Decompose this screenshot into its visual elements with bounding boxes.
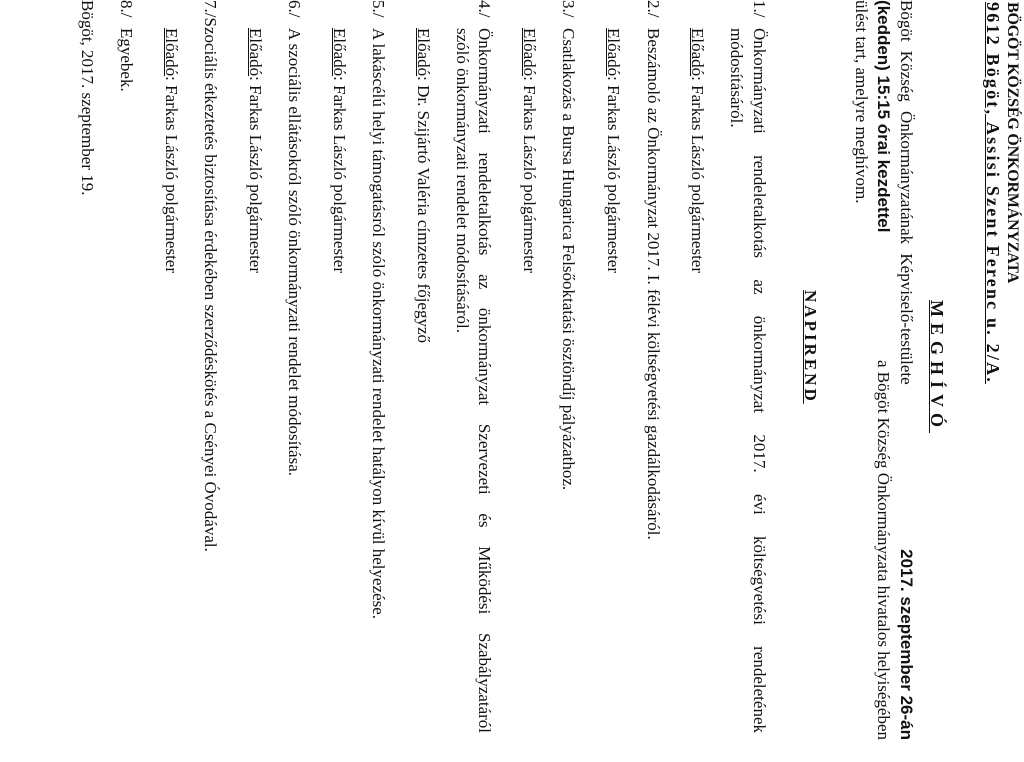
agenda-item-1: [751, 0, 768, 733]
presenter-label: Előadó: [520, 28, 539, 77]
meeting-time: (kedden) 15:15 órai kezdettel: [874, 0, 893, 233]
presenter-name: : Farkas László polgármester: [246, 76, 265, 274]
item-number: 5./: [369, 0, 388, 18]
presenter-label: Előadó: [246, 28, 265, 77]
item-text: Egyebek.: [117, 28, 136, 92]
presenter-label: Előadó: [688, 28, 707, 77]
intro-line-2: [875, 0, 892, 740]
presenter-name: : Farkas László polgármester: [688, 76, 707, 274]
item-number: 8./: [117, 0, 136, 18]
item-number: 1./: [750, 0, 769, 18]
item-number: 2./: [644, 0, 663, 18]
item-number: 4./: [475, 0, 494, 18]
agenda-item-1-cont: módosításáról.: [727, 28, 746, 128]
item-number: 6./: [285, 0, 304, 18]
agenda-title: NAPIREND: [801, 290, 820, 404]
presenter-name: : Dr. Szijártó Valéria címzetes főjegyző: [414, 76, 433, 344]
agenda-item-8: [118, 0, 135, 92]
agenda-item-3-presenter: [521, 28, 538, 273]
agenda-item-4: [476, 0, 493, 733]
place-date: Bögöt, 2017. szeptember 19.: [78, 0, 97, 196]
intro-line-1: [898, 0, 915, 740]
agenda-item-4-presenter: [415, 28, 432, 343]
agenda-item-3: [560, 0, 577, 490]
item-text: A szociális ellátásokról szóló önkormányzati rendelet módosítása.: [285, 28, 304, 477]
item-text: Önkormányzati rendeletalkotás az önkormányzat 2017. évi költségvetési rendeletének: [750, 28, 769, 733]
item-number: 3./: [559, 0, 578, 18]
intro-text-1a: Bögöt Község Önkormányzatának Képviselő-testülete: [897, 0, 916, 385]
agenda-item-6-presenter: [247, 28, 264, 273]
presenter-label: Előadó: [414, 28, 433, 77]
intro-text-2b: a Bögöt Község Önkormányzata hivatalos helyiségében: [874, 359, 893, 740]
agenda-item-7-presenter: [163, 28, 180, 273]
intro-line-3: ülést tart, amelyre meghívom.: [852, 0, 871, 204]
agenda-item-2-presenter: [605, 28, 622, 273]
agenda-item-7: [202, 0, 219, 552]
presenter-label: Előadó: [162, 28, 181, 77]
presenter-name: : Farkas László polgármester: [162, 76, 181, 274]
org-address: 9612 Bögöt, Assisi Szent Ferenc u. 2/A.: [983, 2, 1003, 384]
item-text: Beszámoló az Önkormányzat 2017. I. félévi költségvetési gazdálkodásáról.: [644, 28, 663, 540]
agenda-item-2: [645, 0, 662, 540]
presenter-label: Előadó: [604, 28, 623, 77]
item-number: 7./: [201, 0, 220, 18]
presenter-name: : Farkas László polgármester: [604, 76, 623, 274]
org-name: BÖGÖT KÖZSÉG ÖNKORMÁNYZATA: [1004, 2, 1021, 284]
item-text: Csatlakozás a Bursa Hungarica Felsőoktatási ösztöndíj pályázathoz.: [559, 28, 578, 491]
agenda-item-6: [286, 0, 303, 476]
agenda-item-4-cont: szóló önkormányzati rendelet módosításáról.: [453, 28, 472, 333]
invitation-title: MEGHÍVÓ: [927, 300, 947, 434]
item-text: Önkormányzati rendeletalkotás az önkormányzat Szervezeti és Működési Szabályzatáról: [475, 28, 494, 733]
meeting-date: 2017. szeptember 26-án: [897, 549, 916, 740]
item-text: Szociális étkeztetés biztosítása érdekében szerződéskötés a Csényei Óvodával.: [201, 17, 220, 552]
presenter-name: : Farkas László polgármester: [520, 76, 539, 274]
agenda-item-5: [370, 0, 387, 619]
presenter-label: Előadó: [330, 28, 349, 77]
presenter-name: : Farkas László polgármester: [330, 76, 349, 274]
agenda-item-5-presenter: [331, 28, 348, 273]
agenda-item-1-presenter: [689, 28, 706, 273]
item-text: A lakáscélú helyi támogatásról szóló önkormányzati rendelet hatályon kívül helyezése.: [369, 28, 388, 620]
